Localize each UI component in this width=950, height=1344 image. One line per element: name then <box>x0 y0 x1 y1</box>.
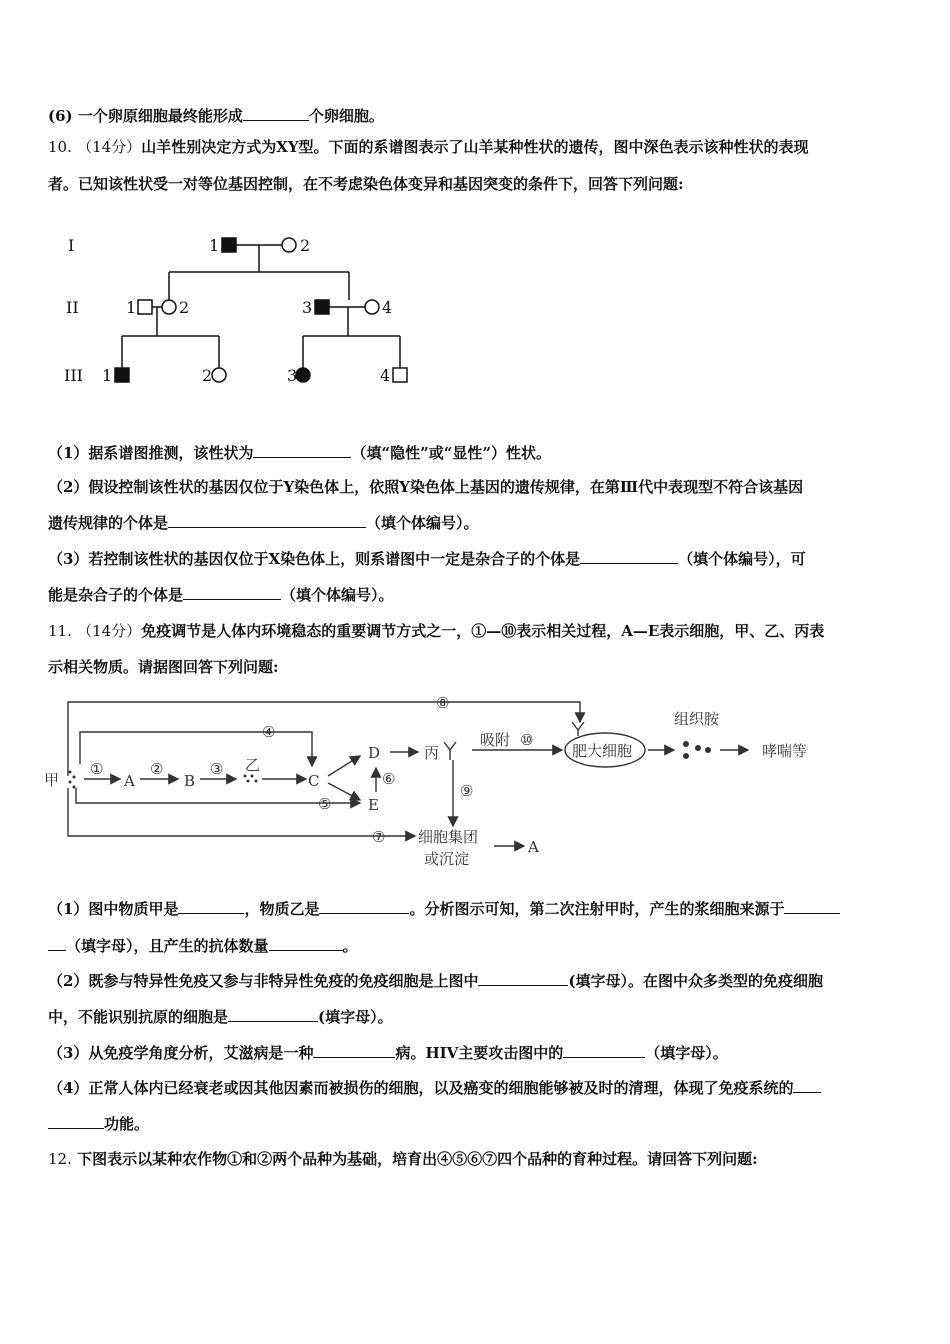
q11-part1-line2: （填字母），且产生的抗体数量 。 <box>48 936 358 956</box>
answer-blank[interactable] <box>563 1043 645 1058</box>
pedigree-diagram <box>60 230 430 395</box>
answer-blank[interactable] <box>253 443 351 458</box>
histamine-dot <box>695 745 701 751</box>
histamine-dot <box>683 753 689 759</box>
q9-part6: (6) 一个卵原细胞最终能形成 个卵细胞。 <box>48 107 384 125</box>
pedigree-III3-affected-female <box>296 368 310 382</box>
q11-stem-line1: 11. （14分）免疫调节是人体内环境稳态的重要调节方式之一，①—⑩表示相关过程，A—E表示细胞，甲、乙、丙表 <box>48 622 825 640</box>
circle-5: ⑤ <box>318 795 332 813</box>
label-II2: 2 <box>179 298 190 317</box>
label-E: E <box>368 796 379 814</box>
pedigree-I1-affected-male <box>222 238 236 252</box>
label-II1: 1 <box>126 298 137 317</box>
label-A: A <box>124 772 135 790</box>
answer-blank[interactable] <box>48 936 66 951</box>
label-I2: 2 <box>300 236 311 255</box>
circle-1: ① <box>90 760 104 778</box>
q10-part1: （1）据系谱图推测，该性状为 （填“隐性”或“显性”）性状。 <box>48 444 551 462</box>
label-D: D <box>368 744 381 762</box>
q11-part1-line1: （1）图中物质甲是 ，物质乙是 。分析图示可知，第二次注射甲时，产生的浆细胞来源于 <box>48 899 840 919</box>
circle-10: ⑩ <box>520 731 534 749</box>
circle-8: ⑧ <box>436 694 450 712</box>
label-mast-cell: 肥大细胞 <box>572 742 633 760</box>
label-jia: 甲 <box>44 771 60 789</box>
q12-stem: 12. 下图表示以某种农作物①和②两个品种为基础，培育出④⑤⑥⑦四个品种的育种过程。请回答下列问题: <box>48 1150 758 1168</box>
q11-part4-line2: 功能。 <box>48 1114 149 1134</box>
answer-blank[interactable] <box>168 513 366 528</box>
pedigree-III2-female <box>212 368 226 382</box>
circle-6: ⑥ <box>382 770 396 788</box>
histamine-dot <box>683 741 689 747</box>
q10-stem-line2: 者。已知该性状受一对等位基因控制，在不考虑染色体变异和基因突变的条件下，回答下列问题: <box>48 175 684 193</box>
pedigree-II1-male <box>138 300 152 314</box>
answer-blank[interactable] <box>269 936 343 951</box>
circle-2: ② <box>150 760 164 778</box>
q10-part3-line1: （3）若控制该性状的基因仅位于X染色体上，则系谱图中一定是杂合子的个体是 （填个体编号），可 <box>48 550 806 568</box>
answer-blank[interactable] <box>228 1007 318 1022</box>
answer-blank[interactable] <box>48 1114 104 1129</box>
q11-part2-line2: 中，不能识别抗原的细胞是 (填字母）。 <box>48 1008 393 1026</box>
gen-II-label: II <box>66 298 79 317</box>
gen-III-label: III <box>64 366 83 385</box>
pedigree-II3-affected-male <box>315 300 329 314</box>
label-I1: 1 <box>209 236 220 255</box>
pedigree-I2-female <box>282 238 296 252</box>
antibody-icon <box>444 742 456 760</box>
q11-part2-line1: （2）既参与特异性免疫又参与非特异性免疫的免疫细胞是上图中 (填字母）。在图中众多类型的免疫细胞 <box>48 972 824 990</box>
answer-blank[interactable] <box>183 585 281 600</box>
circle-9: ⑨ <box>460 782 474 800</box>
label-adsorb: 吸附 <box>480 731 511 749</box>
pedigree-III4-male <box>393 368 407 382</box>
answer-blank[interactable] <box>784 899 840 914</box>
histamine-dot <box>705 747 711 753</box>
circle-7: ⑦ <box>372 828 386 846</box>
pedigree-II4-female <box>365 300 379 314</box>
q11-stem-line2: 示相关物质。请据图回答下列问题: <box>48 658 279 676</box>
label-yi: 乙 <box>245 756 261 774</box>
answer-blank[interactable] <box>243 106 309 121</box>
gen-I-label: I <box>68 236 75 255</box>
answer-blank[interactable] <box>178 899 244 914</box>
pedigree-II2-female <box>162 300 176 314</box>
label-II3: 3 <box>302 298 313 317</box>
label-III4: 4 <box>380 366 391 385</box>
label-III2: 2 <box>202 366 213 385</box>
q10-part3-line2: 能是杂合子的个体是 （填个体编号）。 <box>48 586 394 604</box>
label-C: C <box>308 772 320 790</box>
label-cluster-1: 细胞集团 <box>418 828 479 846</box>
answer-blank[interactable] <box>478 971 568 986</box>
label-III3: 3 <box>287 366 298 385</box>
answer-blank[interactable] <box>319 899 409 914</box>
receptor-antibody-icon <box>572 722 584 736</box>
answer-blank[interactable] <box>793 1078 821 1093</box>
label-bing: 丙 <box>424 744 440 762</box>
label-histamine: 组织胺 <box>674 710 720 728</box>
label-II4: 4 <box>382 298 393 317</box>
label-III1: 1 <box>102 366 113 385</box>
q10-stem-line1: 10. （14分）山羊性别决定方式为XY型。下面的系谱图表示了山羊某种性状的遗传，图中深色表示该种性状的表现 <box>48 138 809 156</box>
label-B: B <box>184 772 196 790</box>
immune-regulation-diagram <box>40 688 840 873</box>
q10-part2-line2: 遗传规律的个体是 （填个体编号）。 <box>48 514 479 532</box>
pedigree-III1-affected-male <box>115 368 129 382</box>
q11-part3: （3）从免疫学角度分析，艾滋病是一种 病。HIV主要攻击图中的 （填字母）。 <box>48 1044 728 1062</box>
label-wheeze: 哮喘等 <box>762 742 808 760</box>
label-A-end: A <box>528 838 539 856</box>
q11-part4-line1: （4）正常人体内已经衰老或因其他因素而被损伤的细胞，以及癌变的细胞能够被及时的清理，体现了免疫系统的 <box>48 1078 821 1098</box>
answer-blank[interactable] <box>580 549 678 564</box>
circle-4: ④ <box>262 723 276 741</box>
circle-3: ③ <box>210 760 224 778</box>
answer-blank[interactable] <box>313 1043 395 1058</box>
label-cluster-2: 或沉淀 <box>424 850 470 868</box>
q10-part2-line1: （2）假设控制该性状的基因仅位于Y染色体上，依照Y染色体上基因的遗传规律，在第Ⅲ代中表现型不符合该基因 <box>48 478 804 496</box>
